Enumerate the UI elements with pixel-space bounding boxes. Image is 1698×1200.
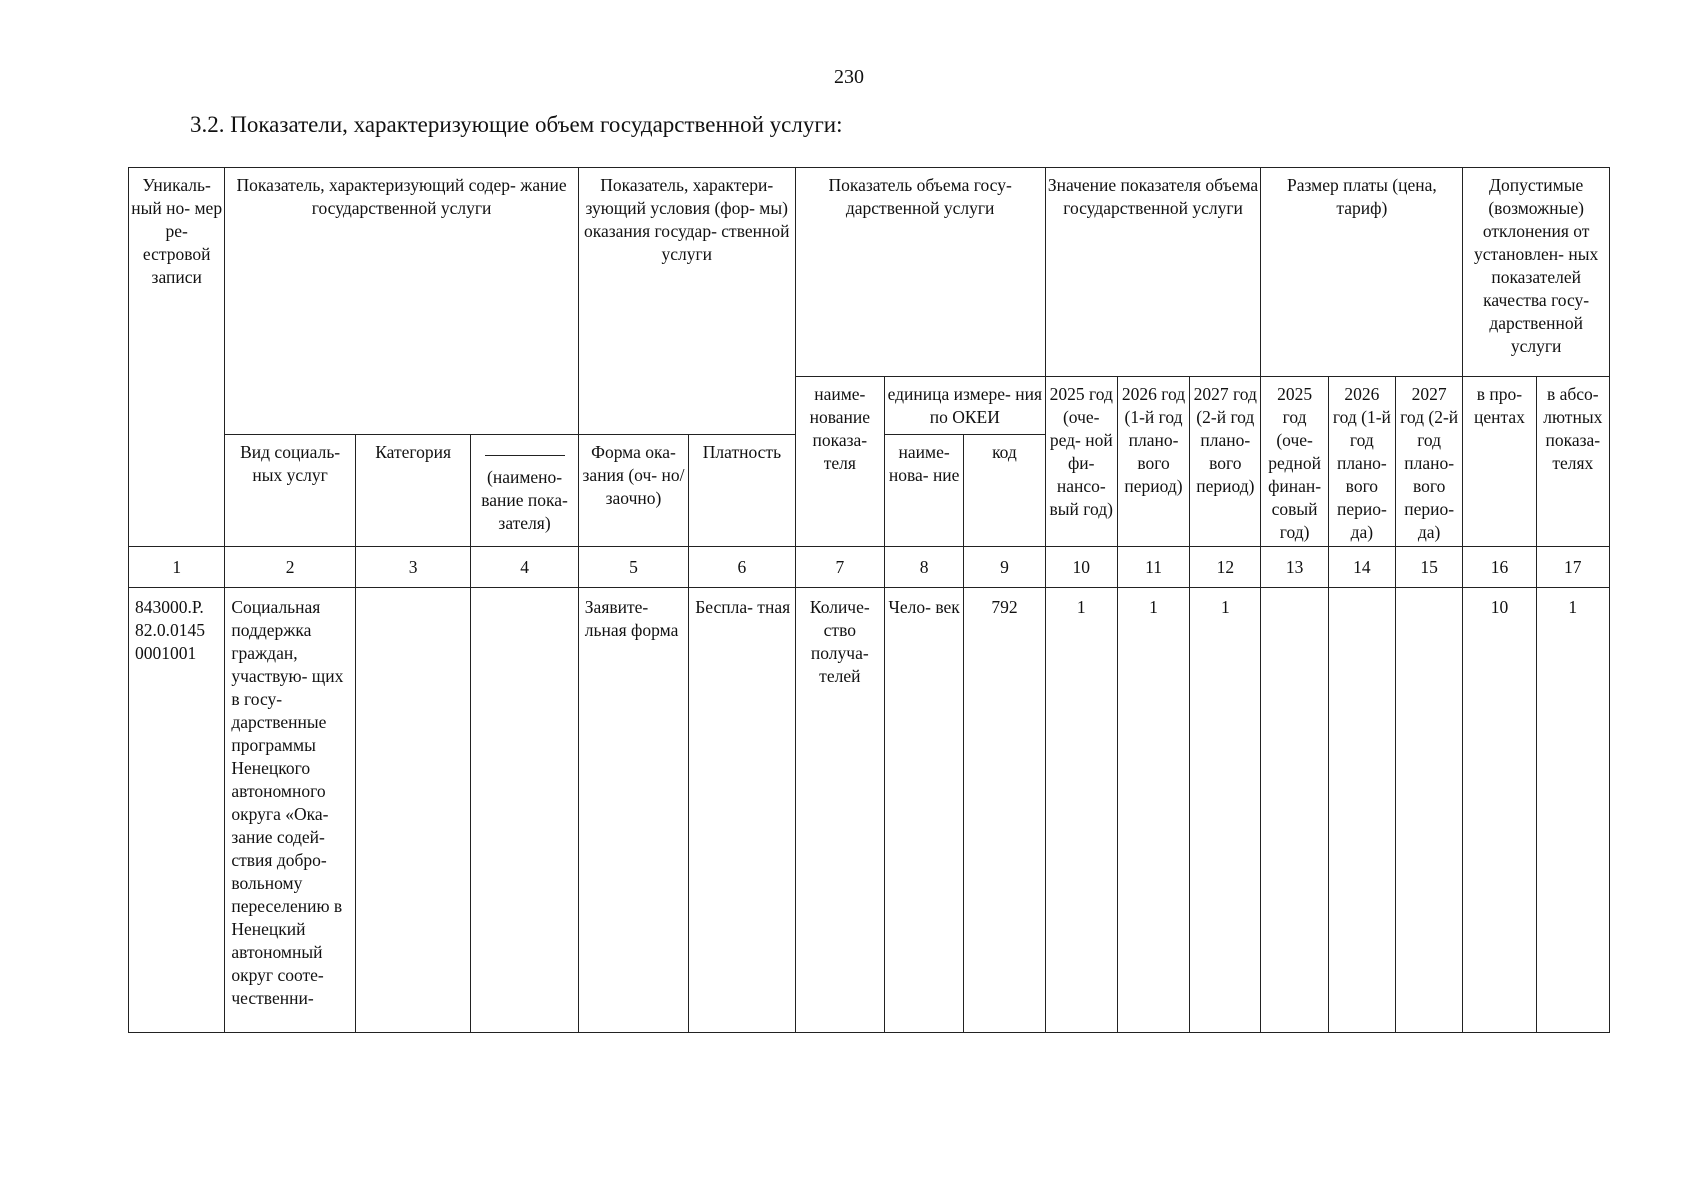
- header-unit-code: код: [964, 434, 1045, 546]
- header-indicator-name-blank-caption: (наимено- вание пока- зателя): [481, 466, 568, 533]
- header-social-service-type: Вид социаль- ных услуг: [225, 434, 356, 546]
- cell-dev-absolute: 1: [1536, 588, 1609, 1033]
- volume-indicators-table: [128, 167, 1610, 1033]
- header-volume-indicator: Показатель объема госу- дарственной услуги: [795, 168, 1045, 377]
- cell-indicator-blank: [471, 588, 578, 1033]
- blank-line: [485, 441, 565, 456]
- header-vol-2027: 2027 год (2-й год плано- вого период): [1190, 377, 1261, 547]
- column-number: 8: [884, 547, 963, 588]
- column-number: 13: [1261, 547, 1328, 588]
- column-number: 6: [689, 547, 795, 588]
- header-volume-value: Значение показателя объема государственной услуги: [1045, 168, 1261, 377]
- column-number: 5: [578, 547, 688, 588]
- header-indicator-name: наиме- нование показа- теля: [795, 377, 884, 547]
- header-unit-name: наиме- нова- ние: [884, 434, 963, 546]
- cell-category: [355, 588, 470, 1033]
- column-number: 15: [1396, 547, 1463, 588]
- header-dev-percent: в про- центах: [1463, 377, 1536, 547]
- header-category: Категория: [355, 434, 470, 546]
- cell-vol-2026: 1: [1117, 588, 1189, 1033]
- table-row: [129, 588, 1610, 1033]
- header-payment: Платность: [689, 434, 795, 546]
- cell-payment: Беспла- тная: [689, 588, 795, 1033]
- header-form-of-provision: Форма ока- зания (оч- но/заочно): [578, 434, 688, 546]
- cell-registry-number: 843000.Р. 82.0.0145 0001001: [129, 588, 225, 1033]
- header-vol-2026: 2026 год (1-й год плано- вого период): [1117, 377, 1189, 547]
- header-unit-okei: единица измере- ния по ОКЕИ: [884, 377, 1045, 435]
- header-indicator-name-blank: [471, 434, 578, 546]
- column-number: 16: [1463, 547, 1536, 588]
- page-number: 230: [834, 66, 864, 88]
- header-fee-2026: 2026 год (1-й год плано- вого перио- да): [1328, 377, 1395, 547]
- column-number: 1: [129, 547, 225, 588]
- header-vol-2025: 2025 год (оче- ред- ной фи- нансо- вый год): [1045, 377, 1117, 547]
- header-conditions-indicator: Показатель, характери- зующий условия (фор- мы) оказания государ- ственной услуги: [578, 168, 795, 435]
- cell-fee-2025: [1261, 588, 1328, 1033]
- header-fee-2027: 2027 год (2-й год плано- вого перио- да): [1396, 377, 1463, 547]
- cell-fee-2027: [1396, 588, 1463, 1033]
- cell-unit-code: 792: [964, 588, 1045, 1033]
- cell-social-service-type: Социальная поддержка граждан, участвую- щих в госу- дарственные программы Ненецкого автономного округа «Ока- зание содей- ствия добро- вольному переселению в Ненецкий автономный округ сооте- чественни-: [225, 588, 356, 1033]
- cell-indicator-name: Количе- ство получа- телей: [795, 588, 884, 1033]
- cell-vol-2027: 1: [1190, 588, 1261, 1033]
- header-fee-2025: 2025 год (оче- редной финан- совый год): [1261, 377, 1328, 547]
- cell-vol-2025: 1: [1045, 588, 1117, 1033]
- column-number: 14: [1328, 547, 1395, 588]
- column-number: 4: [471, 547, 578, 588]
- column-number: 9: [964, 547, 1045, 588]
- cell-form-of-provision: Заявите- льная форма: [578, 588, 688, 1033]
- header-unique-number: Уникаль- ный но- мер ре- естровой записи: [129, 168, 225, 547]
- column-number: 12: [1190, 547, 1261, 588]
- header-dev-absolute: в абсо- лютных показа- телях: [1536, 377, 1609, 547]
- column-number: 2: [225, 547, 356, 588]
- column-number: 11: [1117, 547, 1189, 588]
- column-number: 7: [795, 547, 884, 588]
- header-deviations: Допустимые (возможные) отклонения от установлен- ных показателей качества госу- дарственной услуги: [1463, 168, 1610, 377]
- cell-unit-name: Чело- век: [884, 588, 963, 1033]
- column-number: 10: [1045, 547, 1117, 588]
- cell-fee-2026: [1328, 588, 1395, 1033]
- header-content-indicator: Показатель, характеризующий содер- жание государственной услуги: [225, 168, 578, 435]
- column-number: 3: [355, 547, 470, 588]
- header-fee-size: Размер платы (цена, тариф): [1261, 168, 1463, 377]
- column-number: 17: [1536, 547, 1609, 588]
- section-heading: 3.2. Показатели, характеризующие объем государственной услуги:: [190, 112, 843, 137]
- cell-dev-percent: 10: [1463, 588, 1536, 1033]
